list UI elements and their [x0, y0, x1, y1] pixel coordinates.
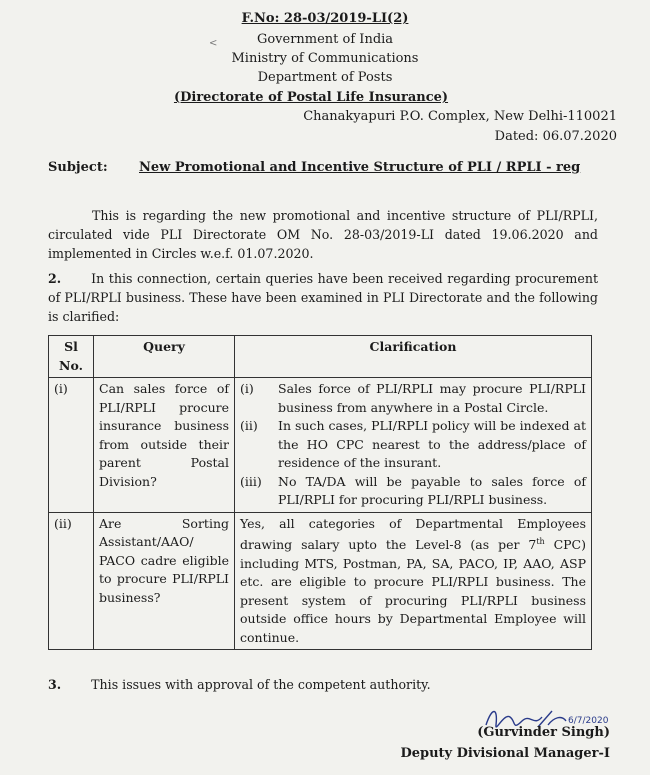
signatory-designation: Deputy Divisional Manager-I — [400, 746, 610, 761]
header-sl-no: Sl No. — [49, 336, 94, 378]
paragraph-3-text: This issues with approval of the competent authority. — [91, 677, 431, 692]
header-date: Dated: 06.07.2020 — [494, 129, 617, 144]
clarification-item-number: (ii) — [240, 418, 258, 433]
clarification-item-text: No TA/DA will be payable to sales force of PLI/RPLI for procuring PLI/RPLI business. — [278, 473, 586, 507]
paragraph-2-text: In this connection, certain queries have been received regarding procurement of PLI/RPLI business. These have been examined in PLI Directorate and the following is clarified: — [48, 271, 598, 324]
header-line-directorate: (Directorate of Postal Life Insurance) — [173, 90, 449, 105]
header-line-department: Department of Posts — [257, 70, 393, 85]
clarification-item-text: Sales force of PLI/RPLI may procure PLI/RPLI business from anywhere in a Postal Circle. — [278, 381, 586, 415]
table-row — [49, 512, 592, 650]
paragraph-2 — [48, 269, 598, 326]
clarification-table — [48, 335, 592, 650]
subject-text: New Promotional and Incentive Structure of PLI / RPLI - reg — [139, 160, 581, 175]
row-query: Are Sorting Assistant/AAO/ PACO cadre eligible to procure PLI/RPLI business? — [94, 512, 235, 650]
tick-mark-icon: < — [209, 38, 218, 49]
row-clarification: Yes, all categories of Departmental Employees drawing salary upto the Level-8 (as per 7th CPC) including MTS, Postman, PA, SA, PACO, IP, AAO, ASP etc. are eligible to procure PLI/RPLI business. The present system of procuring PLI/RPLI business outside office hours by Departmental Employee will continue. — [235, 512, 592, 650]
svg-text:6/7/2020: 6/7/2020 — [568, 716, 609, 726]
header-line-government: Government of India — [256, 32, 394, 47]
header-clarification: Clarification — [235, 336, 592, 378]
row-sl: (i) — [49, 378, 94, 513]
table-row — [49, 378, 592, 513]
row-sl: (ii) — [49, 512, 94, 650]
paragraph-3-number: 3. — [48, 677, 62, 692]
file-number: F.No: 28-03/2019-LI(2) — [241, 11, 409, 26]
clarification-item-number: (iii) — [240, 473, 262, 489]
header-query: Query — [94, 336, 235, 378]
header-line-ministry: Ministry of Communications — [231, 51, 419, 66]
clarification-item-text: In such cases, PLI/RPLI policy will be indexed at the HO CPC nearest to the address/place of residence of the insurant. — [278, 418, 586, 470]
paragraph-3 — [48, 675, 598, 694]
table-header-row — [49, 336, 592, 378]
row-query: Can sales force of PLI/RPLI procure insurance business from outside their parent Postal Division? — [94, 378, 235, 513]
paragraph-2-number: 2. — [48, 271, 62, 286]
paragraph-1: This is regarding the new promotional and incentive structure of PLI/RPLI, circulated vide PLI Directorate OM No. 28-03/2019-LI dated 19.06.2020 and implemented in Circles w.e.f. 01.07.2020. — [48, 208, 598, 261]
header-address: Chanakyapuri P.O. Complex, New Delhi-110021 — [303, 109, 617, 124]
subject-label: Subject: — [48, 160, 108, 175]
row-clarification — [235, 378, 592, 513]
clarification-item-number: (i) — [240, 381, 254, 396]
signatory-name: (Gurvinder Singh) — [477, 725, 610, 740]
